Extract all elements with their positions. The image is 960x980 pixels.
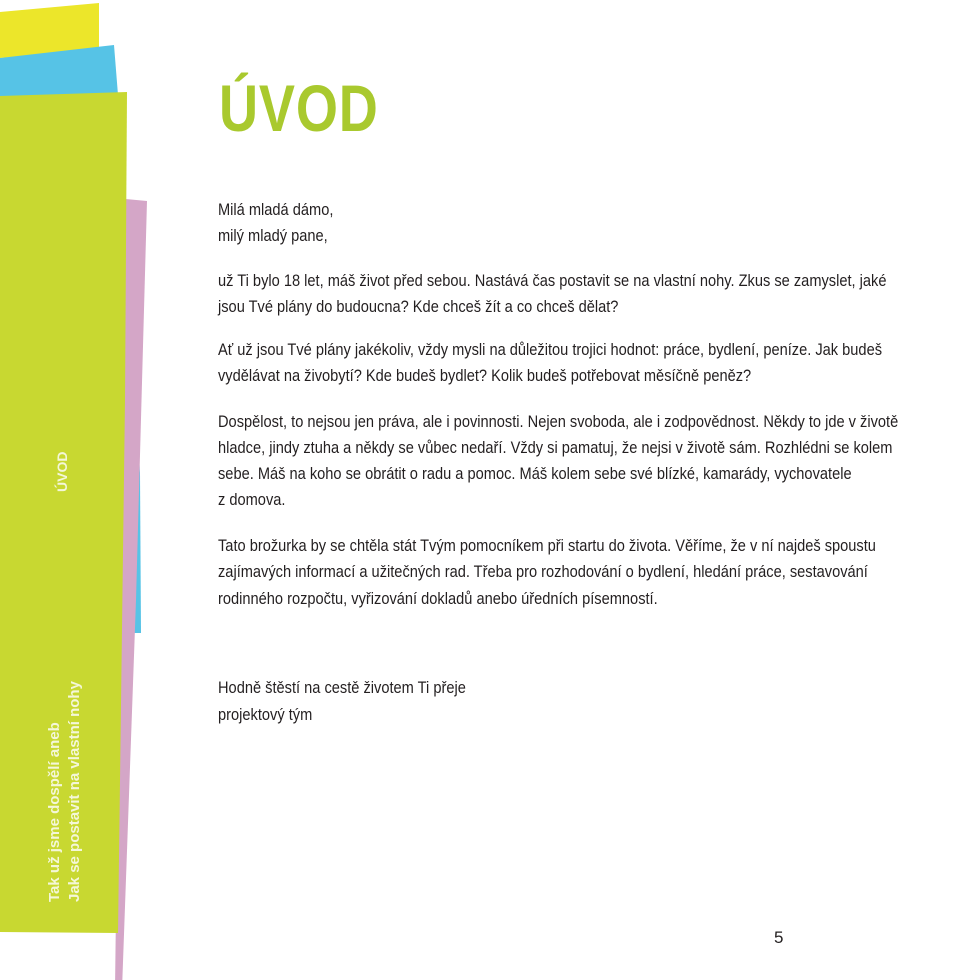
body-line: zajímavých informací a užitečných rad. Třeba pro rozhodování o bydlení, hledání práce, sestavování: [218, 562, 868, 581]
side-brochure-title: [45, 681, 85, 902]
page-title: ÚVOD: [219, 71, 379, 145]
body-line: z domova.: [218, 490, 286, 509]
signature-line: projektový tým: [218, 705, 313, 724]
body-line: už Ti bylo 18 let, máš život před sebou. Nastává čas postavit se na vlastní nohy. Zkus se zamyslet, jaké: [218, 271, 887, 290]
body-line: Dospělost, to nejsou jen práva, ale i povinnosti. Nejen svoboda, ale i zodpovědnost. Někdy to jde v životě: [218, 412, 899, 431]
greeting-line: Milá mladá dámo,: [218, 200, 334, 219]
body-line: vydělávat na živobytí? Kde budeš bydlet? Kolik budeš potřebovat měsíčně peněz?: [218, 366, 752, 385]
side-section-label: ÚVOD: [54, 451, 70, 492]
body-line: Ať už jsou Tvé plány jakékoliv, vždy mysli na důležitou trojici hodnot: práce, bydlení, peníze. Jak budeš: [218, 340, 883, 359]
decorative-page-strips: [0, 0, 200, 980]
page-number: 5: [774, 928, 784, 947]
side-brochure-title-line: Tak už jsme dospělí aneb: [46, 722, 63, 902]
greeting-line: milý mladý pane,: [218, 226, 328, 245]
closing-line: Hodně štěstí na cestě životem Ti přeje: [218, 678, 466, 697]
body-line: Tato brožurka by se chtěla stát Tvým pomocníkem při startu do života. Věříme, že v ní najdeš spoustu: [218, 536, 876, 555]
body-line: sebe. Máš na koho se obrátit o radu a pomoc. Máš kolem sebe své blízké, kamarády, vychovatele: [218, 464, 852, 483]
body-line: jsou Tvé plány do budoucna? Kde chceš žít a co chceš dělat?: [218, 297, 619, 316]
side-brochure-title-line: Jak se postavit na vlastní nohy: [66, 681, 83, 902]
body-line: hladce, jindy ztuha a někdy se vůbec nedaří. Vždy si pamatuj, že nejsi v životě sám. Rozhlédni se kolem: [218, 438, 893, 457]
body-line: rodinného rozpočtu, vyřizování dokladů anebo úředních písemností.: [218, 589, 658, 608]
